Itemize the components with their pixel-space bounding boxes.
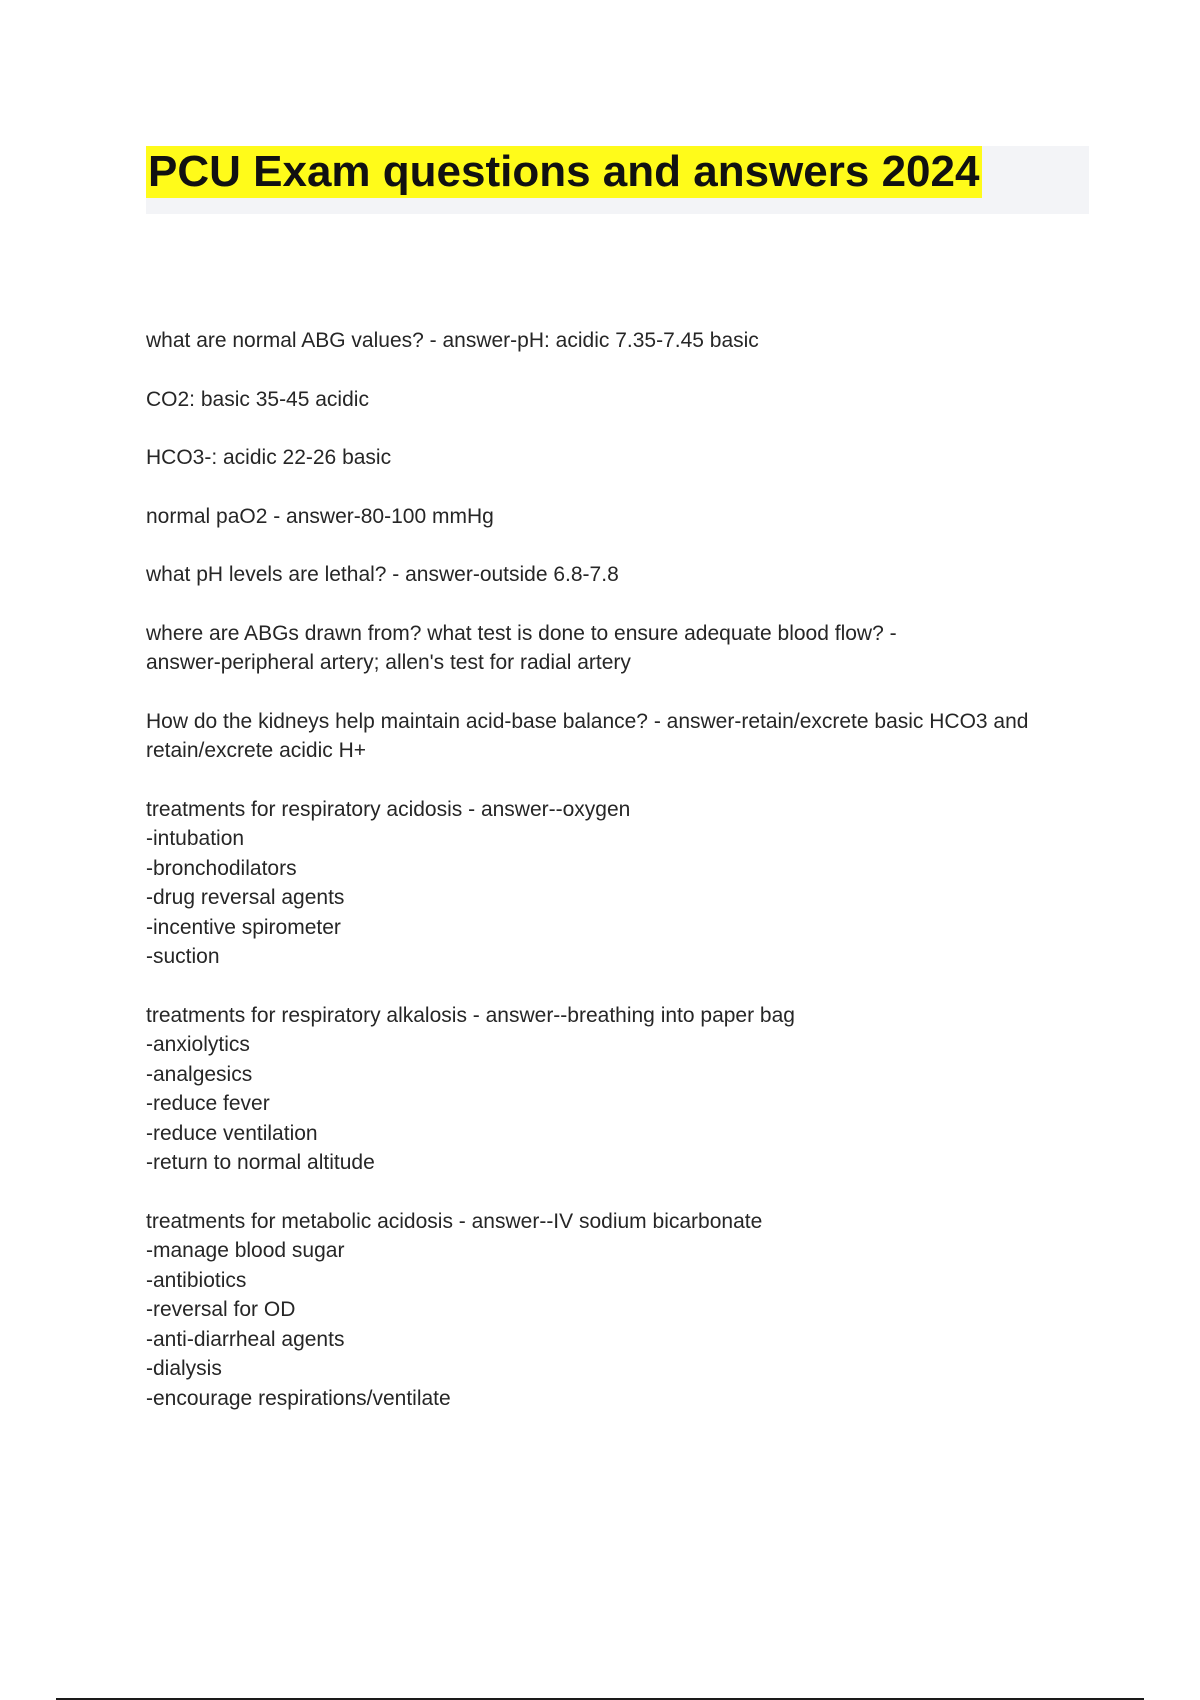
qa-item bbox=[146, 619, 1096, 678]
qa-question-line: HCO3-: acidic 22-26 basic bbox=[146, 446, 392, 469]
qa-item bbox=[146, 707, 1096, 766]
qa-answer-line: -intubation bbox=[146, 827, 245, 850]
qa-question-line: what are normal ABG values? - answer-pH: acidic 7.35-7.45 basic bbox=[146, 329, 759, 352]
page-title: PCU Exam questions and answers 2024 bbox=[146, 146, 982, 198]
qa-answer-line: -encourage respirations/ventilate bbox=[146, 1386, 451, 1410]
qa-answer-line: -antibiotics bbox=[146, 1268, 247, 1292]
qa-question-line: treatments for metabolic acidosis - answer--IV sodium bicarbonate bbox=[146, 1209, 763, 1233]
qa-item bbox=[146, 560, 1096, 590]
qa-answer-line: -reversal for OD bbox=[146, 1298, 296, 1321]
qa-item bbox=[146, 1001, 1096, 1178]
qa-answer-line: -dialysis bbox=[146, 1357, 222, 1380]
qa-item bbox=[146, 502, 1096, 532]
qa-answer-line: answer-peripheral artery; allen's test for radial artery bbox=[146, 651, 631, 674]
qa-question-line: CO2: basic 35-45 acidic bbox=[146, 387, 369, 411]
qa-list bbox=[146, 326, 1096, 1442]
qa-item bbox=[146, 385, 1096, 415]
qa-question-line: where are ABGs drawn from? what test is done to ensure adequate blood flow? - bbox=[146, 621, 897, 645]
qa-item bbox=[146, 326, 1096, 356]
qa-answer-line: -incentive spirometer bbox=[146, 915, 341, 939]
qa-question-line: How do the kidneys help maintain acid-base balance? - answer-retain/excrete basic HCO3 and bbox=[146, 709, 1029, 733]
qa-question-line: normal paO2 - answer-80-100 mmHg bbox=[146, 504, 494, 528]
qa-question-line: treatments for respiratory acidosis - answer--oxygen bbox=[146, 797, 631, 821]
qa-question-line: what pH levels are lethal? - answer-outside 6.8-7.8 bbox=[146, 563, 619, 586]
qa-answer-line: retain/excrete acidic H+ bbox=[146, 739, 367, 762]
qa-answer-line: -drug reversal agents bbox=[146, 886, 345, 909]
qa-answer-line: -bronchodilators bbox=[146, 856, 297, 880]
qa-answer-line: -reduce ventilation bbox=[146, 1121, 318, 1145]
qa-item bbox=[146, 443, 1096, 473]
qa-item bbox=[146, 795, 1096, 972]
qa-question-line: treatments for respiratory alkalosis - answer--breathing into paper bag bbox=[146, 1003, 795, 1027]
qa-answer-line: -anxiolytics bbox=[146, 1033, 250, 1056]
qa-answer-line: -reduce fever bbox=[146, 1092, 270, 1115]
qa-answer-line: -return to normal altitude bbox=[146, 1151, 375, 1174]
qa-item bbox=[146, 1207, 1096, 1414]
qa-answer-line: -manage blood sugar bbox=[146, 1239, 345, 1262]
qa-answer-line: -suction bbox=[146, 945, 220, 968]
qa-answer-line: -analgesics bbox=[146, 1062, 253, 1086]
qa-answer-line: -anti-diarrheal agents bbox=[146, 1327, 345, 1351]
